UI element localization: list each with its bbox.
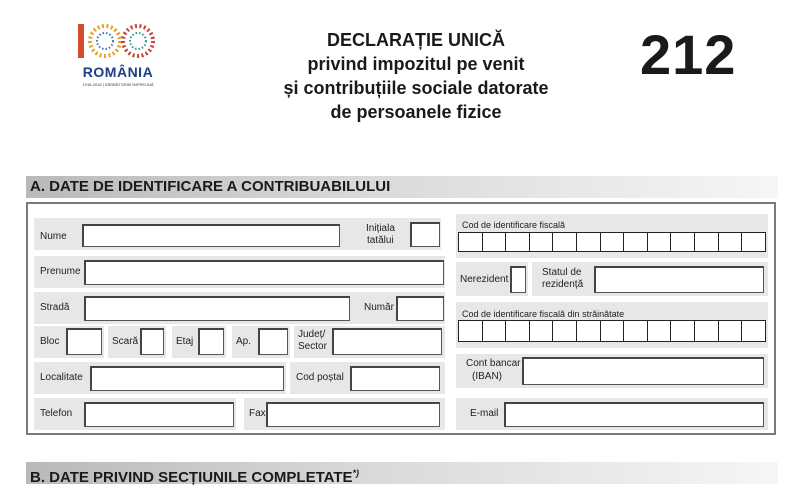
cif-cell[interactable]: [553, 233, 577, 251]
scara-panel: [108, 326, 166, 358]
initiala-label-line1: Inițiala: [366, 223, 395, 234]
cont-bancar-input[interactable]: [522, 357, 764, 385]
judet-panel: [294, 326, 445, 358]
cif-cell[interactable]: [624, 233, 648, 251]
cif-cell[interactable]: [742, 233, 765, 251]
cif-cell[interactable]: [719, 233, 743, 251]
cont-bancar-panel: [456, 354, 768, 388]
localitate-panel: [34, 362, 286, 394]
section-b-heading-text: B. DATE PRIVIND SECȚIUNILE COMPLETATE: [30, 469, 353, 486]
strada-panel: [34, 292, 445, 324]
cif-strainatate-cell[interactable]: [506, 321, 530, 341]
cif-strainatate-cell[interactable]: [601, 321, 625, 341]
prenume-panel: [34, 256, 445, 288]
ap-panel: [232, 326, 290, 358]
nume-label: Nume: [40, 231, 67, 242]
title-line: și contribuțiile sociale datorate: [283, 78, 549, 98]
cif-strainatate-cell[interactable]: [577, 321, 601, 341]
cod-postal-panel: [290, 362, 445, 394]
cif-cell[interactable]: [601, 233, 625, 251]
cif-cell[interactable]: [671, 233, 695, 251]
cif-strainatate-cell[interactable]: [671, 321, 695, 341]
initiala-label-line2: tatălui: [367, 235, 394, 246]
cif-cell[interactable]: [459, 233, 483, 251]
section-a-heading: A. DATE DE IDENTIFICARE A CONTRIBUABILULUI: [26, 176, 778, 198]
cif-cell[interactable]: [506, 233, 530, 251]
section-b-heading: [26, 462, 778, 484]
cif-cell-grid: [458, 232, 766, 252]
numar-label: Număr: [364, 302, 395, 313]
cod-postal-label: Cod poștal: [296, 372, 344, 383]
nume-panel: [34, 218, 441, 250]
nerezident-panel: [456, 262, 528, 296]
strada-label: Stradă: [40, 302, 70, 313]
numar-input[interactable]: [396, 296, 444, 321]
fax-panel: [244, 398, 445, 430]
romania-centenary-logo: [72, 18, 167, 90]
section-a-box: [26, 202, 776, 435]
cif-strainatate-cell[interactable]: [624, 321, 648, 341]
cif-label: Cod de identificare fiscală: [462, 220, 566, 230]
statut-panel: [532, 262, 768, 296]
cif-strainatate-cell[interactable]: [719, 321, 743, 341]
document-title: [246, 28, 586, 124]
email-input[interactable]: [504, 402, 764, 427]
statut-input[interactable]: [594, 266, 764, 293]
cif-strainatate-cell[interactable]: [742, 321, 765, 341]
cif-cell[interactable]: [648, 233, 672, 251]
telefon-label: Telefon: [40, 408, 73, 419]
nerezident-label: Nerezident: [460, 274, 509, 285]
ap-label: Ap.: [236, 336, 252, 347]
statut-label-line2: rezidență: [542, 279, 584, 290]
bloc-input[interactable]: [66, 328, 102, 355]
cif-cell[interactable]: [695, 233, 719, 251]
judet-label-line2: Sector: [298, 341, 327, 352]
statut-label-line1: Statul de: [542, 267, 582, 278]
form-number: 212: [640, 23, 737, 86]
cont-label-line1: Cont bancar: [466, 358, 521, 369]
etaj-label: Etaj: [176, 336, 194, 347]
prenume-input[interactable]: [84, 260, 444, 285]
telefon-panel: [34, 398, 236, 430]
scara-input[interactable]: [140, 328, 164, 355]
cif-strainatate-cell[interactable]: [530, 321, 554, 341]
email-label: E-mail: [470, 408, 499, 419]
fax-label: Fax: [249, 408, 266, 419]
email-panel: [456, 398, 768, 430]
section-b-footnote-mark: *): [352, 468, 360, 478]
nume-input[interactable]: [82, 224, 340, 247]
cif-strainatate-cell[interactable]: [695, 321, 719, 341]
cif-strainatate-cell-grid: [458, 320, 766, 342]
localitate-input[interactable]: [90, 366, 284, 391]
cif-panel: [456, 214, 768, 258]
cif-strainatate-cell[interactable]: [483, 321, 507, 341]
centenary-logo-icon: [72, 18, 167, 64]
strada-input[interactable]: [84, 296, 350, 321]
prenume-label: Prenume: [40, 266, 81, 277]
nerezident-checkbox[interactable]: [510, 266, 526, 293]
telefon-input[interactable]: [84, 402, 234, 427]
localitate-label: Localitate: [40, 372, 83, 383]
ap-input[interactable]: [258, 328, 288, 355]
cif-strainatate-cell[interactable]: [648, 321, 672, 341]
fax-input[interactable]: [266, 402, 440, 427]
etaj-input[interactable]: [198, 328, 224, 355]
logo-country-name: ROMÂNIA: [82, 64, 154, 80]
cif-strainatate-panel: [456, 302, 768, 348]
judet-input[interactable]: [332, 328, 442, 355]
cod-postal-input[interactable]: [350, 366, 440, 391]
bloc-label: Bloc: [40, 336, 60, 347]
etaj-panel: [172, 326, 226, 358]
cif-cell[interactable]: [530, 233, 554, 251]
cif-strainatate-cell[interactable]: [553, 321, 577, 341]
cif-strainatate-label: Cod de identificare fiscală din străinătate: [462, 309, 625, 319]
cif-strainatate-cell[interactable]: [459, 321, 483, 341]
logo-subtitle: 1918-2018 | SĂRBĂTORIM ÎMPREUNĂ: [82, 82, 154, 87]
title-line: privind impozitul pe venit: [307, 54, 525, 74]
cont-label-line2: (IBAN): [472, 371, 502, 382]
title-line: de persoanele fizice: [330, 102, 502, 122]
initiala-input[interactable]: [410, 222, 440, 247]
title-line: DECLARAȚIE UNICĂ: [327, 30, 505, 50]
judet-label-line1: Județ/: [298, 329, 326, 340]
bloc-panel: [34, 326, 104, 358]
scara-label: Scară: [112, 336, 139, 347]
cif-cell[interactable]: [483, 233, 507, 251]
cif-cell[interactable]: [577, 233, 601, 251]
